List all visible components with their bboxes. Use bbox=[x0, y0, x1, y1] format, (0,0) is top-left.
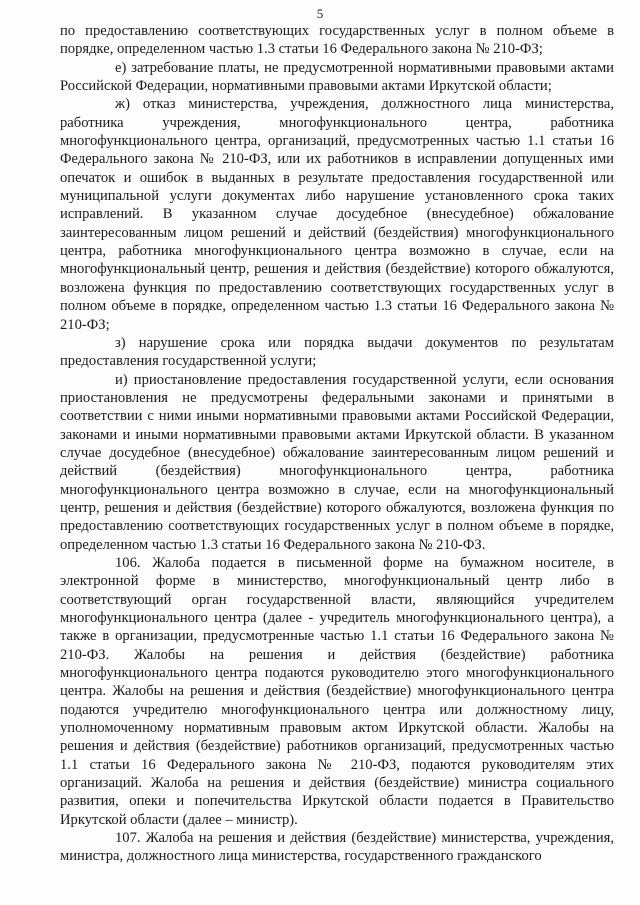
paragraph-item-i: и) приостановление предоставления государственной услуги, если основания приостановления не предусмотрены федеральными законами и принятыми в соответствии с ними иными нормативными правовыми актами Российской Федерации, законами и иными нормативными правовыми актами Иркутской области. В указанном случае досудебное (внесудебное) обжалование заинтересованным лицом решений и действий (бездействия) многофункционального центра, работника многофункционального центра возможно в случае, если на многофункциональный центр, решения и действия (бездействие) которого обжалуются, возложена функция по предоставлению соответствующих государственных услуг в полном объеме в порядке, определенном частью 1.3 статьи 16 Федерального закона № 210-ФЗ. bbox=[60, 371, 614, 553]
paragraph-item-zh: ж) отказ министерства, учреждения, должностного лица министерства, работника учреждения, многофункционального центра, работника многофункционального центра, организаций, предусмотренных частью 1.1 статьи 16 Федерального закона № 210-ФЗ, или их работников в исправлении допущенных ими опечаток и ошибок в выданных в результате предоставления государственной или муниципальной услуги документах либо нарушение установленного срока таких исправлений. В указанном случае досудебное (внесудебное) обжалование заинтересованным лицом решений и действий (бездействия) многофункционального центра, работника многофункционального центра возможно в случае, если на многофункциональный центр, решения и действия (бездействие) которого обжалуются, возложена функция по предоставлению соответствующих государственных услуг в полном объеме в порядке, определенном частью 1.3 статьи 16 Федерального закона № 210-ФЗ; bbox=[60, 96, 614, 333]
paragraph-item-e: е) затребование платы, не предусмотренной нормативными правовыми актами Российской Федерации, нормативными правовыми актами Иркутской области; bbox=[60, 59, 614, 95]
paragraph-continuation: по предоставлению соответствующих государственных услуг в полном объеме в порядке, определенном частью 1.3 статьи 16 Федерального закона № 210-ФЗ; bbox=[60, 23, 614, 58]
paragraph-item-107: 107. Жалоба на решения и действия (бездействие) министерства, учреждения, министра, должностного лица министерства, государственного гражданского bbox=[60, 830, 614, 865]
page-number: 5 bbox=[316, 6, 324, 21]
document-body bbox=[60, 22, 614, 866]
paragraph-item-106: 106. Жалоба подается в письменной форме на бумажном носителе, в электронной форме в министерство, многофункциональный центр либо в соответствующий орган государственной власти, являющийся учредителем многофункционального центра (далее - учредитель многофункционального центра), а также в организации, предусмотренные частью 1.1 статьи 16 Федерального закона № 210-ФЗ. Жалобы на решения и действия (бездействие) работника многофункционального центра подаются руководителю этого многофункционального центра. Жалобы на решения и действия (бездействие) многофункционального центра подаются учредителю многофункционального центра или должностному лицу, уполномоченному нормативным правовым актом Иркутской области. Жалобы на решения и действия (бездействие) работников организаций, предусмотренных частью 1.1 статьи 16 Федерального закона № 210-ФЗ, подаются руководителям этих организаций. Жалоба на решения и действия (бездействие) министра социального развития, опеки и попечительства Иркутской области подается в Правительство Иркутской области (далее – министр). bbox=[60, 554, 614, 828]
paragraph-item-z: з) нарушение срока или порядка выдачи документов по результатам предоставления государственной услуги; bbox=[60, 334, 614, 370]
